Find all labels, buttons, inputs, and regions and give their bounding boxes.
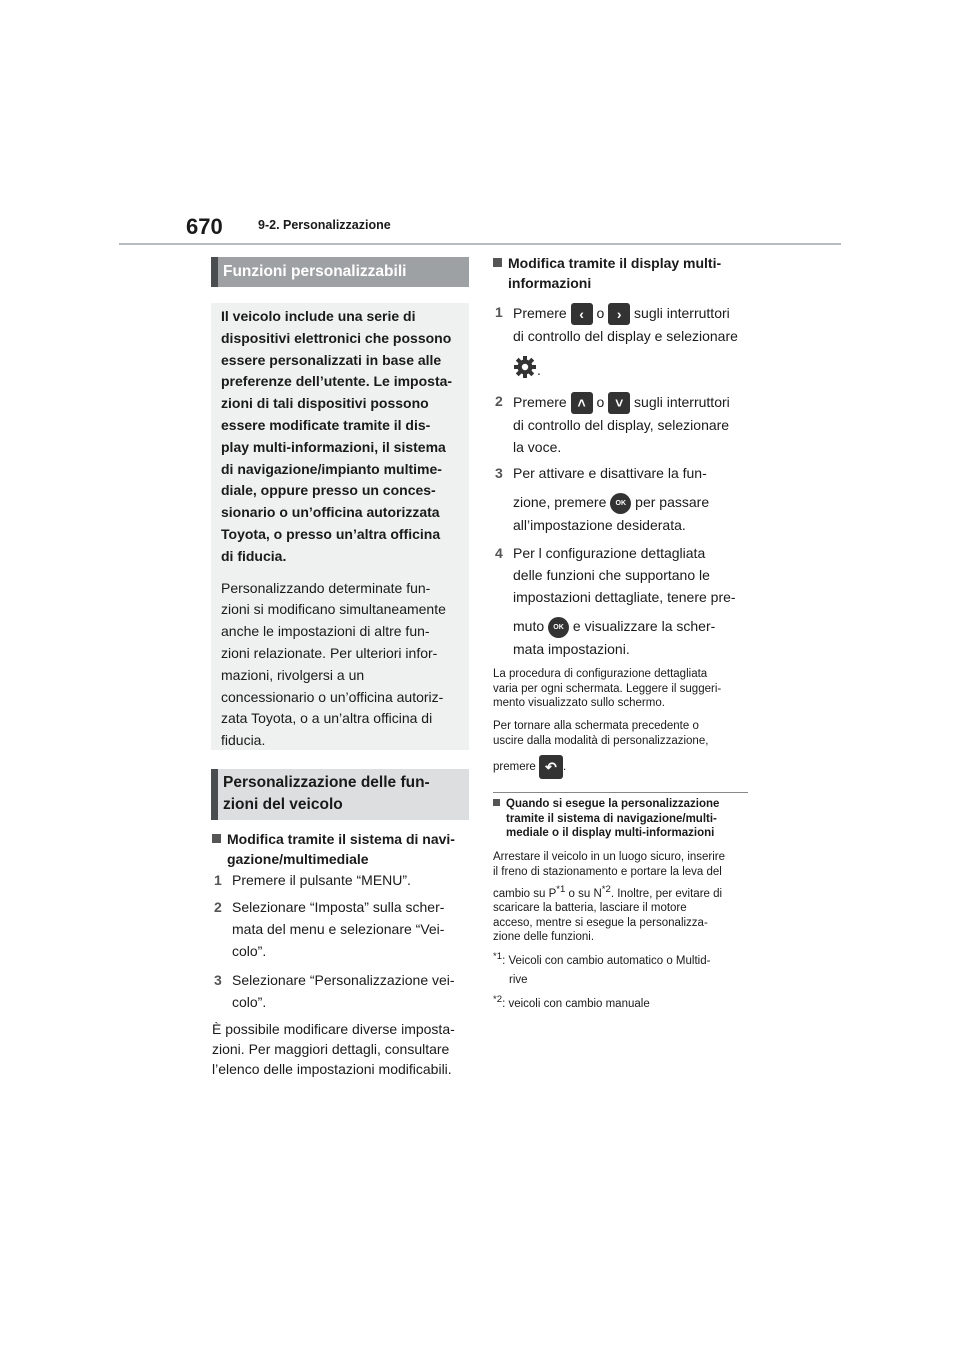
footnote-text: : veicoli con cambio manuale <box>502 997 650 1010</box>
step-text: Selezionare “Imposta” sulla scher- <box>232 899 445 915</box>
note-detailed-config <box>493 667 755 711</box>
sub-text: o su N <box>565 887 602 900</box>
text-line: sionario o un’officina autorizzata <box>221 504 440 521</box>
para-line: È possibile modificare diverse imposta- <box>212 1021 455 1037</box>
right-heading <box>493 253 753 293</box>
sub-text: . Inoltre, per evitare di <box>610 887 723 900</box>
section-title: 9-2. Personalizzazione <box>258 218 391 232</box>
text-line: di fiducia. <box>221 547 287 564</box>
text-line: dispositivi elettronici che possono <box>221 329 452 346</box>
para-line: l’elenco delle impostazioni modificabili. <box>212 1061 452 1077</box>
sub-paragraph <box>493 850 755 945</box>
footnote-text: : Veicoli con cambio automatico o Multid- <box>502 954 711 967</box>
footnote-ref: *2 <box>601 884 611 895</box>
footnote-text: rive <box>509 974 528 987</box>
footnote-ref: *1 <box>556 884 566 895</box>
text-line: preferenze dell’utente. Le imposta- <box>221 373 453 390</box>
step-text: di controllo del display e selezionare <box>513 328 738 345</box>
sub-line <box>493 883 755 901</box>
step-text: colo”. <box>232 943 267 959</box>
step-number: 2 <box>495 393 503 409</box>
chevron-left-icon: ‹ <box>571 303 593 325</box>
left-heading-line1: Modifica tramite il sistema di navi- <box>227 831 455 847</box>
step-text: Premere il pulsante “MENU”. <box>232 872 411 888</box>
chevron-down-icon: ˅ <box>608 392 630 414</box>
chevron-up-icon: ˄ <box>571 392 593 414</box>
left-step-3 <box>214 969 455 1013</box>
step-text: Premere <box>513 305 567 321</box>
step-text: all’impostazione desiderata. <box>513 517 686 533</box>
step-text: Selezionare “Personalizzazione vei- <box>232 972 455 988</box>
step-text: delle funzioni che supportano le <box>513 567 710 583</box>
sub-heading <box>493 797 755 841</box>
right-heading-line1: Modifica tramite il display multi- <box>508 255 722 271</box>
left-step-1 <box>214 869 411 891</box>
step-text: Per l configurazione dettagliata <box>513 545 706 561</box>
square-bullet-icon <box>212 834 221 843</box>
note-line: . <box>563 761 567 773</box>
intro-bold-text <box>221 306 459 568</box>
footnote-mark: *2 <box>493 994 503 1005</box>
step-text: e visualizzare la scher- <box>572 618 716 634</box>
sub-text: cambio su P <box>493 887 557 900</box>
text-line: zioni si modificano simultaneamente <box>221 601 446 618</box>
step-number: 4 <box>495 545 503 561</box>
step-text: Premere <box>513 394 567 410</box>
box-title-custom-functions: Funzioni personalizzabili <box>211 257 469 287</box>
step-number: 1 <box>214 872 222 888</box>
box-title-vehicle-customization <box>211 769 469 820</box>
right-step-2 <box>495 390 753 458</box>
text-line: zioni relazionate. Per ulteriori infor- <box>221 644 438 661</box>
left-heading <box>212 829 472 869</box>
step-text: impostazioni dettagliate, tenere pre- <box>513 589 736 605</box>
note-line: premere <box>493 761 536 773</box>
note-line: Per tornare alla schermata precedente o <box>493 720 699 732</box>
step-text: muto <box>513 618 545 634</box>
sub-line: zione delle funzioni. <box>493 931 595 944</box>
step-text: la voce. <box>513 439 562 456</box>
note-line: varia per ogni schermata. Leggere il suggeri- <box>493 682 722 695</box>
sub-line: scaricare la batteria, lasciare il motore <box>493 902 687 915</box>
text-line: essere personalizzati in base alle <box>221 351 442 368</box>
note-line: La procedura di configurazione dettagliata <box>493 668 708 680</box>
step-text: mata del menu e selezionare “Vei- <box>232 921 445 937</box>
text-line: Il veicolo include una serie di <box>221 308 416 324</box>
right-step-3 <box>495 462 753 536</box>
text-line: Personalizzando determinate fun- <box>221 579 431 596</box>
box-title-line2: zioni del veicolo <box>223 796 343 813</box>
step-text: zione, premere <box>513 494 607 510</box>
footnote-1 <box>493 950 755 988</box>
text-line: di navigazione/impianto multime- <box>221 460 442 477</box>
text-line: Toyota, o presso un’altra officina <box>221 525 441 542</box>
step-text: mata impostazioni. <box>513 641 630 657</box>
note-line: uscire dalla modalità di personalizzazione, <box>493 734 709 747</box>
text-line: mazioni, rivolgersi a un <box>221 666 365 683</box>
step-text: sugli interruttori <box>634 305 730 321</box>
back-arrow-icon: ↶ <box>539 755 563 779</box>
gear-icon <box>513 355 537 388</box>
step-text: colo”. <box>232 994 267 1010</box>
right-step-1 <box>495 301 753 388</box>
header-rule <box>119 243 841 245</box>
sub-line: il freno di stazionamento e portare la leva del <box>493 865 722 878</box>
text-line: essere modificate tramite il dis- <box>221 416 431 433</box>
step-number: 3 <box>495 465 503 481</box>
sub-line: acceso, mentre si esegue la personalizza- <box>493 916 708 929</box>
chevron-right-icon: › <box>608 303 630 325</box>
right-step-4 <box>495 542 753 660</box>
text-line: play multi-informazioni, il sistema <box>221 438 446 455</box>
left-step-2 <box>214 896 445 962</box>
left-heading-line2: gazione/multimediale <box>227 851 369 867</box>
page-number: 670 <box>186 214 223 239</box>
step-number: 2 <box>214 899 222 915</box>
footnote-mark: *1 <box>493 951 503 962</box>
sub-line: Arrestare il veicolo in un luogo sicuro, inserire <box>493 851 726 863</box>
sub-heading-line: tramite il sistema di navigazione/multi- <box>506 812 717 825</box>
text-line: zioni di tali dispositivi possono <box>221 395 429 412</box>
step-text: o <box>596 305 605 321</box>
note-line: mento visualizzato sullo schermo. <box>493 697 665 709</box>
step-text: di controllo del display, selezionare <box>513 417 730 434</box>
intro-box <box>211 303 469 750</box>
step-text: o <box>596 394 605 410</box>
step-text: . <box>537 362 541 379</box>
ok-button-icon: OK <box>548 617 569 638</box>
text-line: concessionario o un’officina autoriz- <box>221 688 444 705</box>
text-line: zata Toyota, o a un’altra officina di <box>221 710 433 727</box>
square-bullet-icon <box>493 258 502 267</box>
sub-heading-line: mediale o il display multi-informazioni <box>506 827 715 839</box>
text-line: fiducia. <box>221 732 266 749</box>
footnote-2 <box>493 993 755 1011</box>
step-number: 1 <box>495 304 503 320</box>
step-text: per passare <box>635 494 710 510</box>
intro-normal-text <box>221 578 459 752</box>
left-paragraph <box>212 1019 474 1079</box>
section-divider <box>493 792 748 793</box>
step-number: 3 <box>214 972 222 988</box>
step-text: Per attivare e disattivare la fun- <box>513 465 707 481</box>
text-line: anche le impostazioni di altre fun- <box>221 623 430 640</box>
note-return <box>493 719 755 780</box>
square-bullet-icon <box>493 799 500 806</box>
text-line: diale, oppure presso un conces- <box>221 482 436 499</box>
para-line: zioni. Per maggiori dettagli, consultare <box>212 1041 450 1057</box>
sub-heading-line: Quando si esegue la personalizzazione <box>506 798 720 810</box>
right-heading-line2: informazioni <box>508 275 592 291</box>
step-text: sugli interruttori <box>634 394 730 410</box>
ok-button-icon: OK <box>610 493 631 514</box>
box-title-line1: Personalizzazione delle fun- <box>223 774 430 791</box>
